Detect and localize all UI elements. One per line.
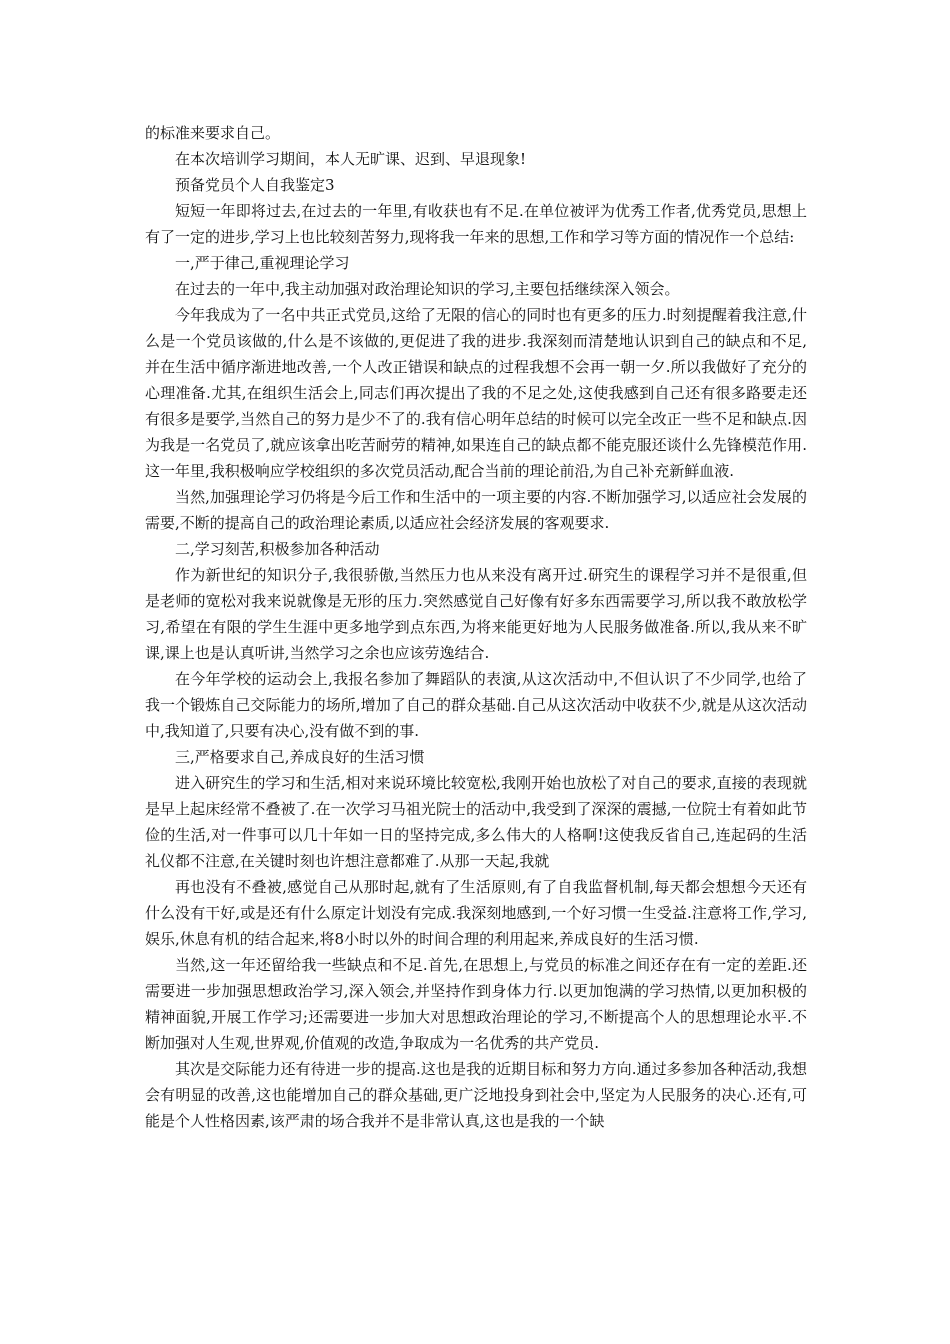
- paragraph-intro: 短短一年即将过去,在过去的一年里,有收获也有不足.在单位被评为优秀工作者,优秀党员,思想上有了一定的进步,学习上也比较刻苦努力,现将我一年来的思想,工作和学习等方面的情况作一个总结:: [145, 202, 807, 246]
- paragraph: 在今年学校的运动会上,我报名参加了舞蹈队的表演,从这次活动中,不但认识了不少同学,也给了我一个锻炼自己交际能力的场所,增加了自己的群众基础.自己从这次活动中收获不少,就是从这次活动中,我知道了,只要有决心,没有做不到的事.: [145, 670, 807, 740]
- paragraph: 今年我成为了一名中共正式党员,这给了无限的信心的同时也有更多的压力.时刻提醒着我注意,什么是一个党员该做的,什么是不该做的,更促进了我的进步.我深刻而清楚地认识到自己的缺点和不足,并在生活中循序渐进地改善,一个人改正错误和缺点的过程我想不会再一朝一夕.所以我做好了充分的心理准备.尤其,在组织生活会上,同志们再次提出了我的不足之处,这使我感到自己还有很多路要走还有很多是要学,当然自己的努力是少不了的.我有信心明年总结的时候可以完全改正一些不足和缺点.因为我是一名党员了,就应该拿出吃苦耐劳的精神,如果连自己的缺点都不能克服还谈什么先锋模范作用.这一年里,我积极响应学校组织的多次党员活动,配合当前的理论前沿,为自己补充新鲜血液.: [145, 306, 807, 480]
- paragraph: 其次是交际能力还有待进一步的提高.这也是我的近期目标和努力方向.通过多参加各种活动,我想会有明显的改善,这也能增加自己的群众基础,更广泛地投身到社会中,坚定为人民服务的决心.还有,可能是个人性格因素,该严肃的场合我并不是非常认真,这也是我的一个缺: [145, 1060, 807, 1130]
- paragraph: 再也没有不叠被,感觉自己从那时起,就有了生活原则,有了自我监督机制,每天都会想想今天还有什么没有干好,或是还有什么原定计划没有完成.我深刻地感到,一个好习惯一生受益.注意将工作,学习,娱乐,休息有机的结合起来,将8小时以外的时间合理的利用起来,养成良好的生活习惯.: [145, 878, 807, 948]
- paragraph: 当然,加强理论学习仍将是今后工作和生活中的一项主要的内容.不断加强学习,以适应社会发展的需要,不断的提高自己的政治理论素质,以适应社会经济发展的客观要求.: [145, 488, 807, 532]
- paragraph: 进入研究生的学习和生活,相对来说环境比较宽松,我刚开始也放松了对自己的要求,直接的表现就是早上起床经常不叠被了.在一次学习马祖光院士的活动中,我受到了深深的震撼,一位院士有着如此节俭的生活,对一件事可以几十年如一日的坚持完成,多么伟大的人格啊!这使我反省自己,连起码的生活礼仪都不注意,在关键时刻也许想注意都难了.从那一天起,我就: [145, 774, 807, 870]
- paragraph-attendance: 在本次培训学习期间，本人无旷课、迟到、早退现象!: [175, 150, 527, 168]
- paragraph: 当然,这一年还留给我一些缺点和不足.首先,在思想上,与党员的标准之间还存在有一定的差距.还需要进一步加强思想政治学习,深入领会,并坚持作到身体力行.以更加饱满的学习热情,以更加积极的精神面貌,开展工作学习;还需要进一步加大对思想政治理论的学习,不断提高个人的思想理论水平.不断加强对人生观,世界观,价值观的改造,争取成为一名优秀的共产党员.: [145, 956, 807, 1052]
- paragraph: 在过去的一年中,我主动加强对政治理论知识的学习,主要包括继续深入领会。: [175, 280, 680, 298]
- heading-one: 一,严于律己,重视理论学习: [175, 254, 350, 272]
- heading-two: 二,学习刻苦,积极参加各种活动: [175, 540, 380, 558]
- paragraph-continuation: 的标准来要求自己。: [145, 124, 281, 142]
- document-page: [145, 120, 807, 1134]
- paragraph: 作为新世纪的知识分子,我很骄傲,当然压力也从来没有离开过.研究生的课程学习并不是很重,但是老师的宽松对我来说就像是无形的压力.突然感觉自己好像有好多东西需要学习,所以我不敢放松学习,希望在有限的学生生涯中更多地学到点东西,为将来能更好地为人民服务做准备.所以,我从来不旷课,课上也是认真听讲,当然学习之余也应该劳逸结合.: [145, 566, 807, 662]
- heading-three: 三,严格要求自己,养成良好的生活习惯: [175, 748, 425, 766]
- section-title: 预备党员个人自我鉴定3: [175, 176, 335, 194]
